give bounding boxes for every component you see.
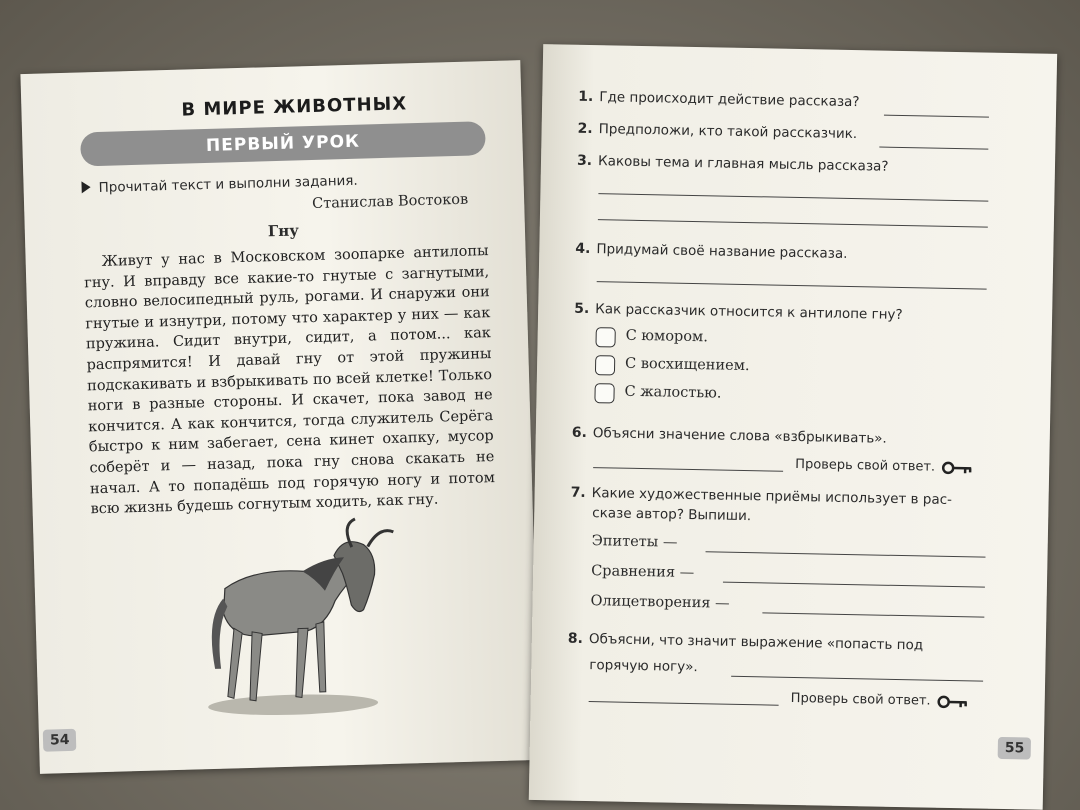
answer-line-personifications[interactable] <box>762 612 984 617</box>
answer-line-epithets[interactable] <box>706 551 986 557</box>
answer-line-4[interactable] <box>597 281 987 289</box>
question-7: 7. Какие художественные приёмы использует в рас- <box>570 484 953 508</box>
check-answer-6 <box>795 457 973 475</box>
instruction <box>81 173 358 197</box>
question-7-continued: сказе автор? Выпиши. <box>592 505 752 525</box>
question-5: 5. Как рассказчик относится к антилопе гну? <box>574 300 903 324</box>
key-icon <box>941 460 973 475</box>
left-page <box>20 60 539 774</box>
question-3: 3. Каковы тема и главная мысль рассказа? <box>576 152 889 175</box>
story-title: Гну <box>267 221 300 241</box>
device-personifications: Олицетворения — <box>590 593 730 612</box>
question-4: 4. Придумай своё название рассказа. <box>575 240 848 262</box>
answer-line-8a[interactable] <box>731 676 983 682</box>
right-page <box>529 44 1057 810</box>
option-pity: С жалостью. <box>624 383 722 402</box>
page-number-right: 55 <box>998 737 1032 760</box>
page-number-left: 54 <box>43 729 77 752</box>
question-1: 1. Где происходит действие рассказа? <box>578 88 860 111</box>
option-humor: С юмором. <box>625 327 709 346</box>
answer-line-6[interactable] <box>593 467 783 472</box>
check-answer-text: Проверь свой ответ. <box>790 690 931 709</box>
question-2: 2. Предположи, кто такой рассказчик. <box>577 120 858 143</box>
checkbox-pity[interactable] <box>594 383 614 403</box>
check-answer-text: Проверь свой ответ. <box>795 456 936 475</box>
story-text: Живут у нас в Московском зоопарке антилопы гну. И вправду все какие-то гнутые с загнутыми, словно велосипедный руль, рогами. И снаружи они гнутые и изнутри, потому что характер у них — как пружина. Сидит внутри, сидит, а потом... как распрямится! И давай гну от этой пружины подскакивать и взбрыкивать по всей клетке! Только ноги в разные стороны. И скачет, пока завод не кончится. А как кончится, тогда служитель Серёга быстро к ним забегает, сена кинет охапку, мусор соберёт и — назад, пока гну снова скакать не начал. А то попадёшь под горячую ногу и потом всю жизнь будешь согнутым ходить, как гну. <box>84 243 496 518</box>
answer-line-8b[interactable] <box>589 701 779 706</box>
question-6: 6. Объясни значение слова «взбрыкивать». <box>571 424 887 447</box>
device-epithets: Эпитеты — <box>591 533 678 551</box>
checkbox-admiration[interactable] <box>595 355 615 375</box>
answer-line-3a[interactable] <box>598 193 988 201</box>
key-icon <box>937 694 969 709</box>
checkbox-humor[interactable] <box>595 327 615 347</box>
device-comparisons: Сравнения — <box>590 563 695 582</box>
answer-line-1[interactable] <box>884 115 989 118</box>
check-answer-8 <box>791 691 969 709</box>
question-8: 8. Объясни, что значит выражение «попасть под <box>567 630 924 654</box>
answer-line-2[interactable] <box>879 147 988 150</box>
section-title: В МИРЕ ЖИВОТНЫХ <box>181 93 408 121</box>
option-admiration: С восхищением. <box>624 355 750 375</box>
gnu-antelope-illustration <box>183 514 409 730</box>
play-triangle-icon <box>81 181 90 193</box>
answer-line-comparisons[interactable] <box>723 582 985 588</box>
author: Станислав Востоков <box>311 191 469 212</box>
instruction-text: Прочитай текст и выполни задания. <box>98 172 358 196</box>
lesson-banner: ПЕРВЫЙ УРОК <box>80 121 486 166</box>
question-8-continued: горячую ногу». <box>589 657 698 676</box>
answer-line-3b[interactable] <box>598 219 988 227</box>
